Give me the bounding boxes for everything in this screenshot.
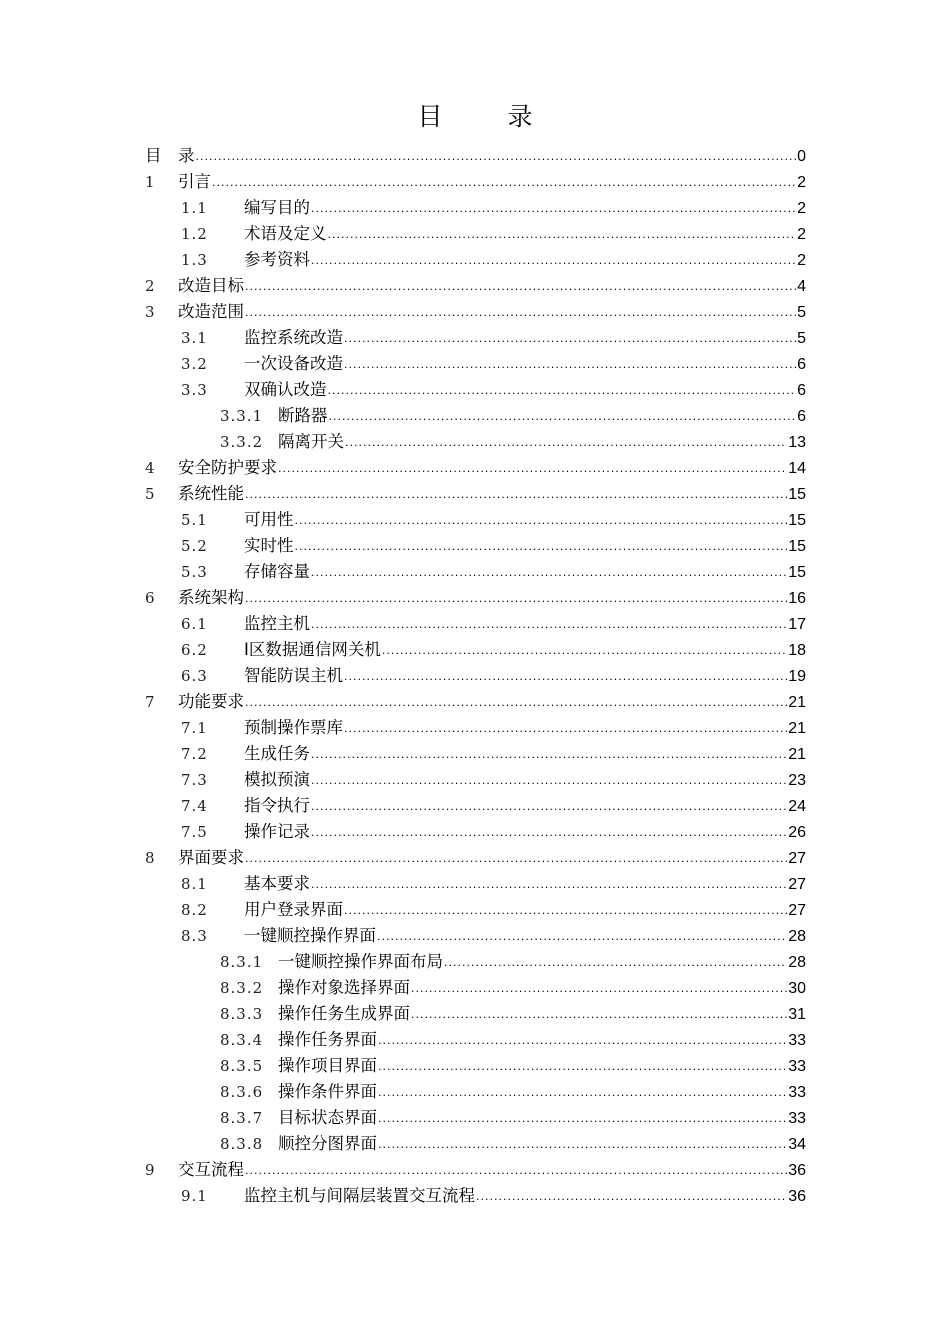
- toc-entry[interactable]: [0, 351, 950, 377]
- toc-entry-number: 8.3.5: [220, 1057, 264, 1075]
- toc-entry-title: 安全防护要求: [178, 458, 277, 477]
- toc-entry-number: 1.3: [181, 251, 208, 269]
- toc-entry-line: [278, 1079, 806, 1107]
- toc-page-number: 36: [788, 1188, 806, 1205]
- toc-entry[interactable]: [0, 663, 950, 689]
- toc-page-number: 2: [797, 252, 806, 269]
- toc-entry[interactable]: [0, 871, 950, 897]
- toc-entry-number: 7: [145, 693, 156, 711]
- toc-entry-line: [244, 559, 806, 587]
- toc-entry[interactable]: [0, 169, 950, 195]
- toc-dot-leader: [212, 170, 796, 196]
- toc-dot-leader: [295, 534, 788, 560]
- toc-entry-line: [178, 689, 806, 717]
- toc-entry-number: 7.2: [181, 745, 208, 763]
- toc-entry-number: 2: [145, 277, 156, 295]
- toc-entry-number: 6.2: [181, 641, 208, 659]
- toc-entry-title: 双确认改造: [244, 380, 327, 399]
- toc-entry-line: [278, 1131, 806, 1159]
- toc-dot-leader: [245, 300, 796, 326]
- toc-page-number: 2: [797, 174, 806, 191]
- toc-entry-number: 8.3.6: [220, 1083, 264, 1101]
- toc-dot-leader: [311, 872, 787, 898]
- toc-entry-title: 功能要求: [178, 692, 244, 711]
- toc-page-number: 2: [797, 226, 806, 243]
- toc-dot-leader: [328, 222, 797, 248]
- toc-entry-title: 可用性: [244, 510, 294, 529]
- toc-entry-title: 界面要求: [178, 848, 244, 867]
- toc-dot-leader: [344, 352, 796, 378]
- toc-entry-number: 6.1: [181, 615, 208, 633]
- toc-entry[interactable]: [0, 975, 950, 1001]
- toc-dot-leader: [344, 716, 787, 742]
- toc-entry[interactable]: [0, 1001, 950, 1027]
- toc-entry-number: 5: [145, 485, 156, 503]
- toc-entry-title: 目标状态界面: [278, 1108, 377, 1127]
- toc-entry-number: 8.3: [181, 927, 208, 945]
- toc-dot-leader: [245, 846, 787, 872]
- toc-entry[interactable]: [0, 1131, 950, 1157]
- toc-dot-leader: [444, 950, 787, 976]
- toc-entry-number: 8.3.8: [220, 1135, 264, 1153]
- toc-entry-number: 8.3.7: [220, 1109, 264, 1127]
- toc-entry-line: [278, 949, 806, 977]
- toc-entry-line: [278, 1053, 806, 1081]
- toc-page-number: 18: [788, 642, 806, 659]
- toc-entry[interactable]: [0, 1157, 950, 1183]
- toc-page-number: 30: [788, 980, 806, 997]
- toc-entry-number: 5.1: [181, 511, 208, 529]
- toc-dot-leader: [311, 248, 796, 274]
- toc-page-number: 5: [797, 330, 806, 347]
- toc-dot-leader: [345, 430, 787, 456]
- table-of-contents: [0, 143, 950, 1209]
- toc-entry-title: 改造范围: [178, 302, 244, 321]
- toc-dot-leader: [378, 1054, 787, 1080]
- toc-page-number: 6: [797, 382, 806, 399]
- toc-page-number: 33: [788, 1110, 806, 1127]
- toc-entry-number: 8.3.1: [220, 953, 264, 971]
- toc-entry-title: 隔离开关: [278, 432, 344, 451]
- toc-page-number: 0: [797, 148, 806, 165]
- toc-page-number: 14: [788, 460, 806, 477]
- toc-page-number: 34: [788, 1136, 806, 1153]
- toc-entry-line: [278, 1001, 806, 1029]
- toc-page-number: 6: [797, 408, 806, 425]
- toc-entry-title: 模拟预演: [244, 770, 310, 789]
- toc-dot-leader: [245, 690, 787, 716]
- toc-entry[interactable]: [0, 845, 950, 871]
- toc-entry-title: 操作项目界面: [278, 1056, 377, 1075]
- toc-entry-number: 3.2: [181, 355, 208, 373]
- toc-page-number: 6: [797, 356, 806, 373]
- toc-entry[interactable]: [0, 403, 950, 429]
- toc-entry-line: [244, 247, 806, 275]
- toc-entry-line: [244, 377, 806, 405]
- toc-dot-leader: [245, 274, 796, 300]
- toc-dot-leader: [344, 898, 787, 924]
- toc-dot-leader: [295, 508, 788, 534]
- toc-entry-title: 实时性: [244, 536, 294, 555]
- toc-entry[interactable]: [0, 559, 950, 585]
- toc-dot-leader: [311, 560, 787, 586]
- toc-entry[interactable]: [0, 273, 950, 299]
- toc-entry-line: [244, 897, 806, 925]
- toc-entry[interactable]: [0, 689, 950, 715]
- toc-entry-line: [278, 429, 806, 457]
- toc-dot-leader: [411, 976, 787, 1002]
- toc-entry-title: 系统架构: [178, 588, 244, 607]
- toc-entry-title: 预制操作票库: [244, 718, 343, 737]
- toc-entry-number: 1.2: [181, 225, 208, 243]
- toc-entry-number: 3.3.2: [220, 433, 264, 451]
- toc-entry[interactable]: [0, 637, 950, 663]
- toc-entry-line: [244, 923, 806, 951]
- toc-entry-number: 9: [145, 1161, 156, 1179]
- toc-page-number: 24: [788, 798, 806, 815]
- toc-page-number: 15: [788, 538, 806, 555]
- toc-dot-leader: [196, 144, 797, 170]
- toc-page-number: 31: [788, 1006, 806, 1023]
- toc-entry-line: [244, 221, 806, 249]
- toc-entry[interactable]: [0, 741, 950, 767]
- toc-page-number: 23: [788, 772, 806, 789]
- toc-entry-number: 8.3.4: [220, 1031, 264, 1049]
- toc-page-number: 15: [788, 564, 806, 581]
- toc-entry-number: 6.3: [181, 667, 208, 685]
- toc-page-number: 33: [788, 1058, 806, 1075]
- toc-entry-title: 交互流程: [178, 1160, 244, 1179]
- toc-dot-leader: [344, 326, 796, 352]
- toc-entry[interactable]: [0, 793, 950, 819]
- toc-page-number: 28: [788, 928, 806, 945]
- toc-entry-line: [244, 533, 806, 561]
- toc-entry-number: 7.4: [181, 797, 208, 815]
- toc-entry[interactable]: [0, 325, 950, 351]
- toc-page-number: 27: [788, 902, 806, 919]
- toc-page-number: 16: [788, 590, 806, 607]
- toc-page-number: 2: [797, 200, 806, 217]
- toc-entry-line: [278, 975, 806, 1003]
- toc-page-number: 21: [788, 746, 806, 763]
- toc-entry[interactable]: [0, 1079, 950, 1105]
- toc-entry-line: [244, 325, 806, 353]
- toc-entry-number: 8.3.2: [220, 979, 264, 997]
- toc-entry-line: [244, 715, 806, 743]
- toc-entry-title: 操作条件界面: [278, 1082, 377, 1101]
- toc-page-number: 13: [788, 434, 806, 451]
- toc-entry[interactable]: [0, 377, 950, 403]
- toc-entry-title: 监控主机: [244, 614, 310, 633]
- toc-page-number: 21: [788, 694, 806, 711]
- toc-entry[interactable]: [0, 195, 950, 221]
- toc-entry-title: 生成任务: [244, 744, 310, 763]
- toc-dot-leader: [378, 1132, 787, 1158]
- toc-entry-title: 改造目标: [178, 276, 244, 295]
- toc-entry-line: [278, 1105, 806, 1133]
- toc-dot-leader: [378, 1080, 787, 1106]
- toc-entry-title: Ⅰ区数据通信网关机: [244, 640, 381, 659]
- toc-dot-leader: [278, 456, 787, 482]
- toc-entry[interactable]: [0, 585, 950, 611]
- toc-entry[interactable]: [0, 767, 950, 793]
- toc-entry[interactable]: [0, 455, 950, 481]
- toc-page-number: 33: [788, 1084, 806, 1101]
- toc-entry-line: [244, 351, 806, 379]
- toc-entry-line: [244, 767, 806, 795]
- toc-entry-number: 7.5: [181, 823, 208, 841]
- toc-entry-number: 6: [145, 589, 156, 607]
- toc-dot-leader: [329, 404, 797, 430]
- toc-entry-title: 一次设备改造: [244, 354, 343, 373]
- toc-entry-title: 参考资料: [244, 250, 310, 269]
- toc-entry-title: 操作对象选择界面: [278, 978, 410, 997]
- toc-entry[interactable]: [0, 923, 950, 949]
- toc-entry-title: 监控主机与间隔层装置交互流程: [244, 1186, 475, 1205]
- toc-dot-leader: [328, 378, 797, 404]
- toc-page-number: 27: [788, 850, 806, 867]
- toc-dot-leader: [245, 1158, 787, 1184]
- toc-dot-leader: [311, 612, 787, 638]
- toc-entry-number: 3.1: [181, 329, 208, 347]
- toc-page-number: 36: [788, 1162, 806, 1179]
- toc-page-number: 27: [788, 876, 806, 893]
- toc-entry-number: 3: [145, 303, 156, 321]
- toc-page-number: 15: [788, 486, 806, 503]
- toc-entry-title: 智能防误主机: [244, 666, 343, 685]
- toc-entry-line: [178, 273, 806, 301]
- toc-dot-leader: [378, 1106, 787, 1132]
- toc-page-number: 33: [788, 1032, 806, 1049]
- toc-entry-number: 8.1: [181, 875, 208, 893]
- toc-entry-number: 8: [145, 849, 156, 867]
- toc-entry[interactable]: [0, 429, 950, 455]
- toc-entry-line: [145, 143, 806, 171]
- toc-entry-title: 一键顺控操作界面布局: [278, 952, 443, 971]
- toc-entry-title: 存储容量: [244, 562, 310, 581]
- toc-entry-number: 4: [145, 459, 156, 477]
- toc-entry-title: 术语及定义: [244, 224, 327, 243]
- toc-dot-leader: [377, 924, 787, 950]
- toc-entry[interactable]: [0, 1027, 950, 1053]
- toc-dot-leader: [311, 768, 787, 794]
- toc-page-number: 15: [788, 512, 806, 529]
- toc-page-number: 4: [797, 278, 806, 295]
- toc-entry[interactable]: [0, 1053, 950, 1079]
- toc-page-number: 5: [797, 304, 806, 321]
- toc-entry-line: [244, 195, 806, 223]
- toc-entry-title: 断路器: [278, 406, 328, 425]
- toc-entry-number: 8.3.3: [220, 1005, 264, 1023]
- toc-entry-title: 监控系统改造: [244, 328, 343, 347]
- toc-entry-line: [178, 299, 806, 327]
- toc-dot-leader: [411, 1002, 787, 1028]
- toc-dot-leader: [245, 586, 787, 612]
- toc-entry-number: 9.1: [181, 1187, 208, 1205]
- toc-entry-line: [278, 403, 806, 431]
- toc-entry-title: 用户登录界面: [244, 900, 343, 919]
- toc-entry-number: 7.3: [181, 771, 208, 789]
- toc-entry[interactable]: [0, 247, 950, 273]
- toc-dot-leader: [311, 196, 796, 222]
- toc-dot-leader: [311, 794, 787, 820]
- toc-entry[interactable]: [0, 611, 950, 637]
- toc-entry-number: 7.1: [181, 719, 208, 737]
- toc-entry-line: [244, 507, 806, 535]
- toc-entry-line: [244, 637, 806, 665]
- toc-entry-line: [244, 819, 806, 847]
- toc-entry[interactable]: [0, 715, 950, 741]
- toc-entry[interactable]: [0, 533, 950, 559]
- toc-dot-leader: [311, 742, 787, 768]
- toc-entry[interactable]: [0, 1105, 950, 1131]
- toc-dot-leader: [311, 820, 787, 846]
- toc-entry-line: [178, 585, 806, 613]
- toc-entry[interactable]: [0, 143, 950, 169]
- toc-entry-number: 1: [145, 173, 156, 191]
- toc-entry-line: [178, 481, 806, 509]
- toc-entry-title: 基本要求: [244, 874, 310, 893]
- toc-entry[interactable]: [0, 221, 950, 247]
- toc-entry-line: [244, 871, 806, 899]
- toc-dot-leader: [378, 1028, 787, 1054]
- toc-entry-title: 顺控分图界面: [278, 1134, 377, 1153]
- toc-entry[interactable]: [0, 481, 950, 507]
- toc-entry-number: 1.1: [181, 199, 208, 217]
- toc-entry-number: 5.2: [181, 537, 208, 555]
- toc-entry-line: [244, 663, 806, 691]
- toc-entry-title: 指令执行: [244, 796, 310, 815]
- toc-dot-leader: [245, 482, 787, 508]
- toc-entry-title: 目 录: [145, 146, 195, 165]
- toc-entry[interactable]: [0, 819, 950, 845]
- toc-entry[interactable]: [0, 897, 950, 923]
- toc-entry-number: 8.2: [181, 901, 208, 919]
- toc-page-number: 19: [788, 668, 806, 685]
- toc-page-number: 21: [788, 720, 806, 737]
- toc-entry-line: [244, 793, 806, 821]
- toc-entry[interactable]: [0, 949, 950, 975]
- toc-entry-title: 引言: [178, 172, 211, 191]
- toc-entry-line: [178, 169, 806, 197]
- toc-entry-title: 操作任务界面: [278, 1030, 377, 1049]
- toc-dot-leader: [382, 638, 787, 664]
- toc-dot-leader: [476, 1184, 787, 1210]
- toc-entry-line: [244, 611, 806, 639]
- toc-entry-line: [244, 741, 806, 769]
- toc-entry-line: [178, 1157, 806, 1185]
- toc-entry[interactable]: [0, 1183, 950, 1209]
- toc-entry-title: 系统性能: [178, 484, 244, 503]
- toc-entry-number: 5.3: [181, 563, 208, 581]
- toc-dot-leader: [344, 664, 787, 690]
- toc-entry-line: [178, 845, 806, 873]
- toc-page-number: 26: [788, 824, 806, 841]
- toc-entry-line: [278, 1027, 806, 1055]
- toc-entry-line: [178, 455, 806, 483]
- toc-page-number: 17: [788, 616, 806, 633]
- toc-entry[interactable]: [0, 507, 950, 533]
- toc-entry-title: 编写目的: [244, 198, 310, 217]
- toc-entry-title: 操作记录: [244, 822, 310, 841]
- toc-page-number: 28: [788, 954, 806, 971]
- toc-entry[interactable]: [0, 299, 950, 325]
- toc-entry-number: 3.3: [181, 381, 208, 399]
- toc-entry-number: 3.3.1: [220, 407, 264, 425]
- toc-entry-title: 一键顺控操作界面: [244, 926, 376, 945]
- toc-entry-title: 操作任务生成界面: [278, 1004, 410, 1023]
- page-title: 目 录: [417, 102, 553, 131]
- toc-entry-line: [244, 1183, 806, 1211]
